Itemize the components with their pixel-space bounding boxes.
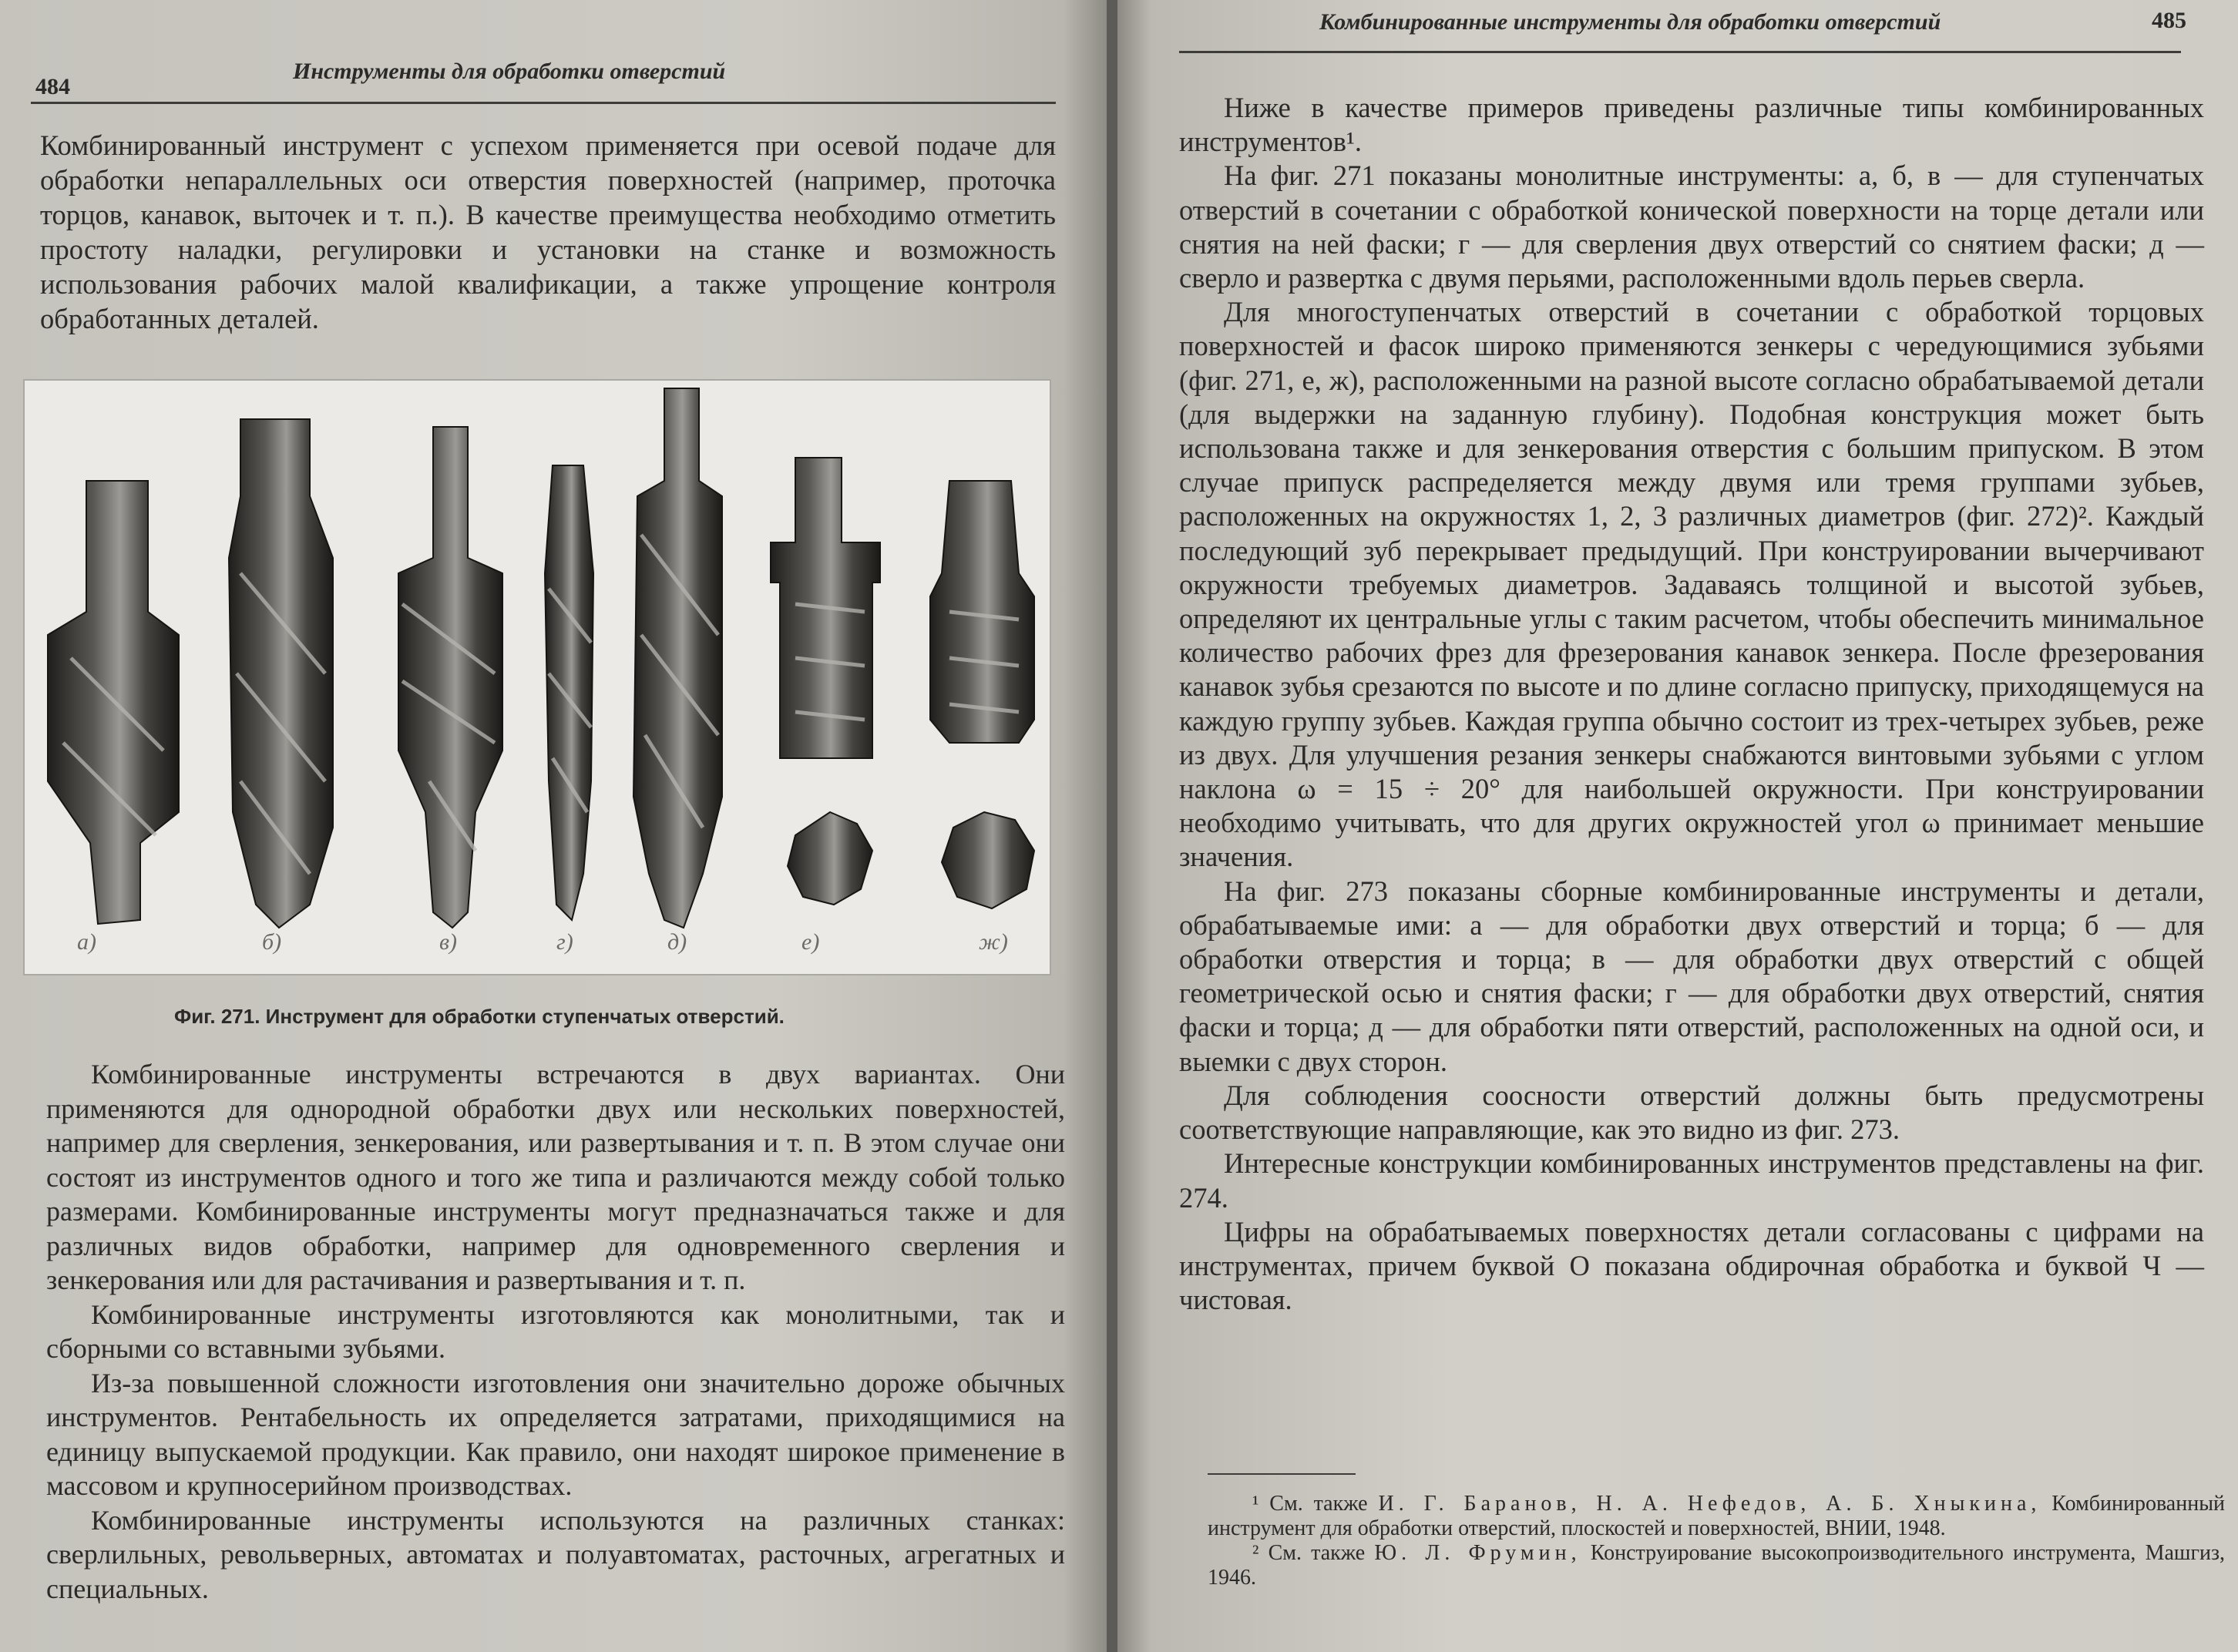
- paragraph: Комбинированный инструмент с успехом применяется при осевой подаче для обработки непараллельных оси отверстия поверхностей (например, проточка торцов, канавок, выточек и т. п.). В качестве преимущества необходимо отметить простоту наладки, регулировки и установки на станке и возможность использования рабочих малой квалификации, а также упрощение контроля обработанных деталей.: [40, 129, 1056, 334]
- footnote-authors: Ю. Л. Фрумин,: [1374, 1541, 1581, 1565]
- body-text-block: [46, 1057, 1065, 1606]
- footnotes: [1208, 1492, 2225, 1590]
- tool-d: [633, 388, 722, 928]
- figure-letter: д): [667, 929, 687, 955]
- footnote-authors: И. Г. Баранов, Н. А. Нефедов, А. Б. Хныкина,: [1378, 1492, 2041, 1516]
- paragraph: Интересные конструкции комбинированных инструментов представлены на фиг. 274.: [1179, 1147, 2204, 1214]
- paragraph: Ниже в качестве примеров приведены различные типы комбинированных инструментов¹.: [1179, 92, 2204, 158]
- header-rule: [1179, 51, 2181, 53]
- tool-e-cutter: [788, 812, 872, 905]
- figure-letter: е): [801, 929, 820, 955]
- right-page: [1117, 0, 2238, 1652]
- tool-b: [229, 419, 333, 928]
- tool-v: [398, 427, 502, 928]
- figure-letter: в): [439, 929, 458, 955]
- page-number: 485: [2152, 8, 2186, 33]
- footnote-mark: ²: [1252, 1541, 1259, 1565]
- book-gutter: [1107, 0, 1117, 1652]
- paragraph: Для соблюдения соосности отверстий должны быть предусмотрены соответствующие направляющие, как это видно из фиг. 273.: [1179, 1079, 2204, 1146]
- footnote-prefix: См. также: [1268, 1541, 1366, 1565]
- paragraph: На фиг. 273 показаны сборные комбинированные инструменты и детали, обрабатываемые ими: а — для обработки двух отверстий и торца; б — для обработки отверстия и торца; в — для обработки двух отверстий с общей геометрической осью и снятия фаски; г — для обработки двух отверстий, снятия фаски и торца; д — для обработки пяти отверстий, расположенных на одной оси, и выемки с двух сторон.: [1179, 875, 2204, 1077]
- figure-letter: а): [77, 929, 96, 955]
- figure-letter: ж): [979, 929, 1008, 955]
- footnote: [1208, 1492, 2225, 1541]
- paragraph: Цифры на обрабатываемых поверхностях детали согласованы с цифрами на инструментах, причем буквой О показана обдирочная обработка и буквой Ч — чистовая.: [1179, 1215, 2204, 1316]
- header-rule: [31, 102, 1056, 104]
- tools-illustration: [25, 381, 1050, 974]
- figure-letter: г): [556, 929, 573, 955]
- footnote-prefix: См. также: [1269, 1492, 1368, 1516]
- paragraph: Комбинированные инструменты используются на различных станках: сверлильных, револьверных, автоматах и полуавтоматах, расточных, агрегатных и специальных.: [46, 1504, 1065, 1604]
- body-text-block: [1179, 91, 2204, 1317]
- footnote-text: Комбинированный инструмент для обработки отверстий, плоскостей и поверхностей, ВНИИ, 1948.: [1208, 1492, 2225, 1540]
- figure-photo: [23, 379, 1051, 975]
- figure-letter: б): [262, 929, 282, 955]
- running-head: Комбинированные инструменты для обработки отверстий: [1319, 9, 1941, 35]
- figure-caption: Фиг. 271. Инструмент для обработки ступенчатых отверстий.: [174, 1005, 785, 1028]
- footnote-rule: [1208, 1473, 1356, 1475]
- tool-zh-cutter: [942, 812, 1034, 908]
- running-head: Инструменты для обработки отверстий: [293, 59, 726, 84]
- tool-zh: [930, 481, 1034, 743]
- paragraph: Из-за повышенной сложности изготовления они значительно дороже обычных инструментов. Рентабельность их определяется затратами, приходящимися на единицу выпускаемой продукции. Как правило, они находят широкое применение в массовом и крупносерийном производствах.: [46, 1367, 1065, 1501]
- paragraph: На фиг. 271 показаны монолитные инструменты: а, б, в — для ступенчатых отверстий в сочетании с обработкой конической поверхности на торце детали или снятия на ней фаски; г — для сверления двух отверстий со снятием фаски; д — сверло и развертка с двумя перьями, расположенными вдоль перьев сверла.: [1179, 159, 2204, 294]
- paragraph: Комбинированные инструменты изготовляются как монолитными, так и сборными со вставными зубьями.: [46, 1298, 1065, 1364]
- paragraph: Для многоступенчатых отверстий в сочетании с обработкой торцовых поверхностей и фасок широко применяются зенкеры с чередующимися зубьями (фиг. 271, е, ж), расположенными на разной высоте согласно обрабатываемой детали (для выдержки на заданную глубину). Подобная конструкция может быть использована также и для зенкерования отверстия с большим припуском. В этом случае припуск распределяется между двумя или тремя группами зубьев, расположенных на окружностях 1, 2, 3 различных диаметров (фиг. 272)². Каждый последующий зуб перекрывает предыдущий. При конструировании вычерчивают окружности требуемых диаметров. Задаваясь толщиной и высотой зубьев, определяют их центральные углы с таким расчетом, чтобы обеспечить минимальное количество рабочих фрез для фрезерования канавок зенкера. После фрезерования канавок зубья срезаются по высоте и по длине согласно припуску, приходящемуся на каждую группу зубьев. Каждая группа обычно состоит из трех-четырех зубьев, реже из двух. Для улучшения резания зенкеры снабжаются винтовыми зубьями с углом наклона ω = 15 ÷ 20° для наибольшей окружности. При конструировании необходимо учитывать, что для других окружностей угол ω принимает меньшие значения.: [1179, 296, 2204, 873]
- left-page: [0, 0, 1107, 1652]
- footnote-text: Конструирование высокопроизводительного инструмента, Машгиз, 1946.: [1208, 1541, 2226, 1590]
- page-number: 484: [35, 74, 70, 99]
- footnote: [1208, 1541, 2225, 1590]
- paragraph: Комбинированные инструменты встречаются в двух вариантах. Они применяются для однородной обработки двух или нескольких поверхностей, например для сверления, зенкерования, или развертывания и т. п. В этом случае они состоят из инструментов одного и того же типа и различаются между собой только размерами. Комбинированные инструменты могут предназначаться также и для различных видов обработки, например для одновременного сверления и зенкерования или для растачивания и развертывания и т. п.: [46, 1059, 1065, 1295]
- footnote-mark: ¹: [1252, 1492, 1259, 1516]
- tool-g: [545, 465, 593, 920]
- intro-text-block: [40, 128, 1056, 336]
